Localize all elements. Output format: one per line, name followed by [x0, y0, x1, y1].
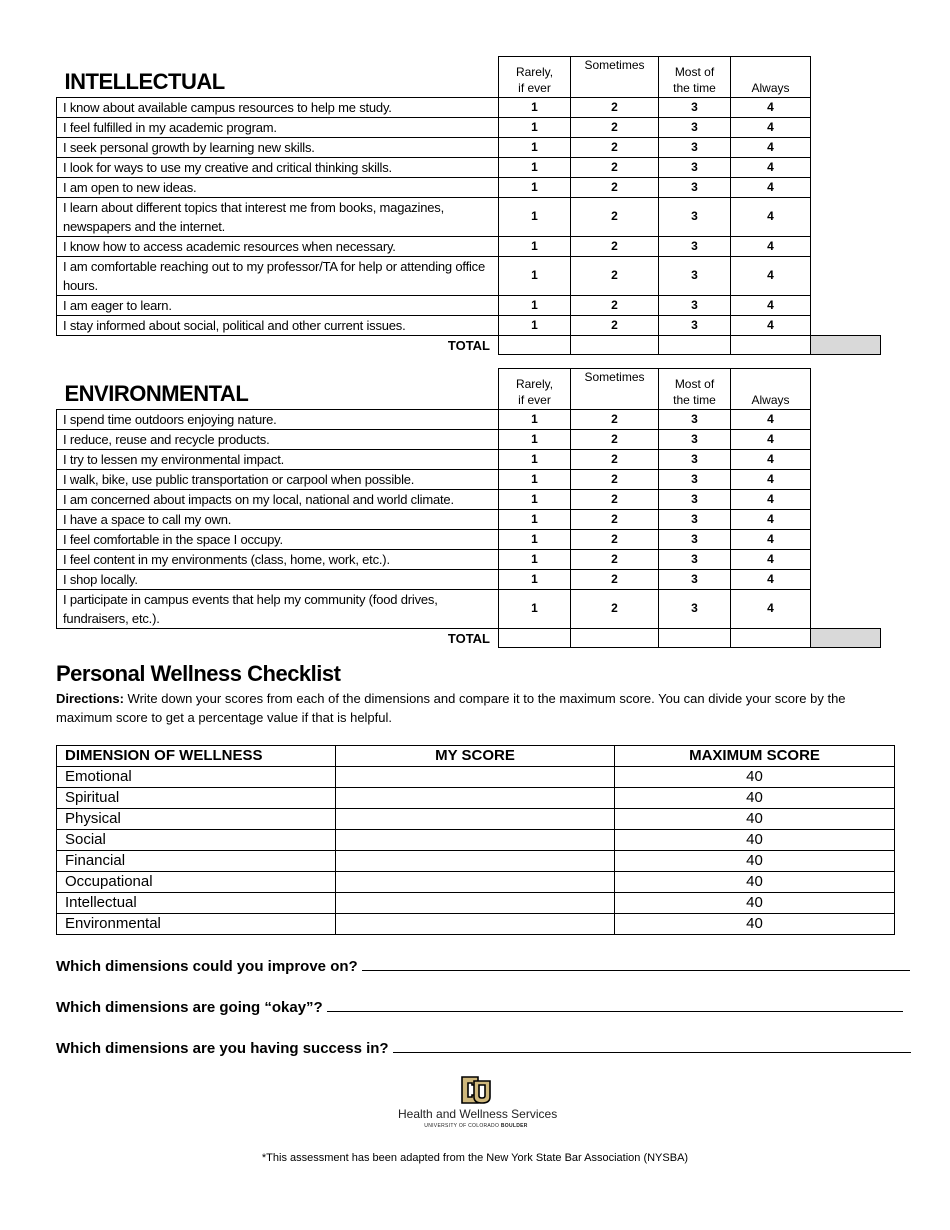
wellness-score-table	[56, 745, 895, 935]
most-of-the-time-header-text: the time	[673, 392, 716, 407]
rating-option-2[interactable]: 2	[571, 409, 659, 429]
environmental-header-row	[57, 369, 881, 410]
environmental-rarely-header	[499, 369, 571, 410]
rating-option-1[interactable]: 1	[499, 549, 571, 569]
rating-option-2[interactable]: 2	[571, 197, 659, 236]
environmental-sometimes-header	[571, 369, 659, 410]
logo-university	[398, 1123, 554, 1129]
intellectual-always-header	[731, 57, 811, 98]
statement-text: I reduce, reuse and recycle products.	[57, 429, 499, 449]
rating-option-4[interactable]: 4	[731, 315, 811, 335]
environmental-grand-total-cell[interactable]	[811, 628, 881, 648]
statement-text: I am eager to learn.	[57, 295, 499, 315]
row-spacer	[811, 489, 881, 509]
rating-option-1[interactable]: 1	[499, 137, 571, 157]
rating-option-4[interactable]: 4	[731, 529, 811, 549]
rating-option-2[interactable]: 2	[571, 469, 659, 489]
dimension-row	[57, 872, 895, 893]
rating-option-2[interactable]: 2	[571, 529, 659, 549]
dimension-row	[57, 830, 895, 851]
statement-row	[57, 256, 881, 295]
my-score-input[interactable]	[336, 851, 615, 872]
my-score-input[interactable]	[336, 893, 615, 914]
rating-option-4[interactable]: 4	[731, 256, 811, 295]
intellectual-total-input-2[interactable]	[571, 335, 659, 355]
rating-option-1[interactable]: 1	[499, 449, 571, 469]
environmental-most-of-the-time-header	[659, 369, 731, 410]
rating-option-4[interactable]: 4	[731, 409, 811, 429]
environmental-title-cell	[57, 369, 499, 410]
statement-text: I look for ways to use my creative and critical thinking skills.	[57, 157, 499, 177]
statement-row	[57, 157, 881, 177]
dimension-name: Spiritual	[57, 788, 336, 809]
rating-option-4[interactable]: 4	[731, 157, 811, 177]
statement-row	[57, 177, 881, 197]
rating-option-4[interactable]: 4	[731, 177, 811, 197]
my-score-input[interactable]	[336, 830, 615, 851]
environmental-always-header	[731, 369, 811, 410]
cu-logo-icon	[460, 1075, 492, 1105]
statement-row	[57, 449, 881, 469]
statement-row	[57, 489, 881, 509]
rating-option-1[interactable]: 1	[499, 295, 571, 315]
rating-option-2[interactable]: 2	[571, 157, 659, 177]
row-spacer	[811, 469, 881, 489]
rating-option-3[interactable]: 3	[659, 197, 731, 236]
rating-option-1[interactable]: 1	[499, 509, 571, 529]
intellectual-total-row	[57, 335, 881, 355]
statement-row	[57, 295, 881, 315]
intellectual-sometimes-header	[571, 57, 659, 98]
rating-option-1[interactable]: 1	[499, 157, 571, 177]
rating-option-3[interactable]: 3	[659, 157, 731, 177]
intellectual-grand-total-cell[interactable]	[811, 335, 881, 355]
rating-option-3[interactable]: 3	[659, 469, 731, 489]
dimension-name: Social	[57, 830, 336, 851]
row-spacer	[811, 409, 881, 429]
statement-row	[57, 97, 881, 117]
row-spacer	[811, 97, 881, 117]
rating-option-1[interactable]: 1	[499, 489, 571, 509]
most-of-the-time-header-text: Most of	[674, 376, 715, 391]
statement-row	[57, 236, 881, 256]
statement-text: I feel fulfilled in my academic program.	[57, 117, 499, 137]
statement-text: I participate in campus events that help my community (food drives, fundraisers, etc.).	[57, 589, 499, 628]
row-spacer	[811, 236, 881, 256]
row-spacer	[811, 429, 881, 449]
rating-option-1[interactable]: 1	[499, 589, 571, 628]
statement-text: I am concerned about impacts on my local, national and world climate.	[57, 489, 499, 509]
row-spacer	[811, 177, 881, 197]
rating-option-4[interactable]: 4	[731, 97, 811, 117]
intellectual-table-body	[57, 57, 881, 355]
rating-option-4[interactable]: 4	[731, 117, 811, 137]
rating-option-3[interactable]: 3	[659, 97, 731, 117]
improve-question-text: Which dimensions could you improve on?	[56, 958, 358, 975]
rating-option-3[interactable]: 3	[659, 256, 731, 295]
rating-option-2[interactable]: 2	[571, 236, 659, 256]
dimension-row	[57, 914, 895, 935]
directions-text: Write down your scores from each of the dimensions and compare it to the maximum score. You can divide your score by the maximum score to get a percentage value if that is helpful.	[56, 691, 846, 725]
maximum-score: 40	[615, 830, 895, 851]
environmental-header-spacer	[811, 369, 881, 410]
rating-option-2[interactable]: 2	[571, 97, 659, 117]
rating-option-4[interactable]: 4	[731, 589, 811, 628]
rating-option-1[interactable]: 1	[499, 256, 571, 295]
max-score-header: MAXIMUM SCORE	[615, 746, 895, 767]
rating-option-4[interactable]: 4	[731, 429, 811, 449]
logo-university-campus: BOULDER	[500, 1123, 528, 1129]
dimension-name: Physical	[57, 809, 336, 830]
environmental-total-input-1[interactable]	[499, 628, 571, 648]
row-spacer	[811, 117, 881, 137]
intellectual-total-input-4[interactable]	[731, 335, 811, 355]
rating-option-1[interactable]: 1	[499, 469, 571, 489]
maximum-score: 40	[615, 809, 895, 830]
sometimes-header-text: Sometimes	[584, 58, 645, 72]
checklist-title: Personal Wellness Checklist	[56, 661, 341, 686]
row-spacer	[811, 295, 881, 315]
my-score-input[interactable]	[336, 767, 615, 788]
intellectual-title: INTELLECTUAL	[64, 68, 225, 94]
row-spacer	[811, 449, 881, 469]
directions	[56, 689, 876, 727]
statement-text: I know how to access academic resources when necessary.	[57, 236, 499, 256]
rarely-header-text: Rarely,	[515, 376, 554, 391]
statement-text: I try to lessen my environmental impact.	[57, 449, 499, 469]
statement-row	[57, 137, 881, 157]
statement-text: I feel comfortable in the space I occupy.	[57, 529, 499, 549]
footnote: *This assessment has been adapted from the New York State Bar Association (NYSBA)	[261, 1152, 689, 1164]
statement-text: I shop locally.	[57, 569, 499, 589]
statement-text: I seek personal growth by learning new skills.	[57, 137, 499, 157]
maximum-score: 40	[615, 851, 895, 872]
rating-option-3[interactable]: 3	[659, 529, 731, 549]
statement-row	[57, 469, 881, 489]
rating-option-3[interactable]: 3	[659, 569, 731, 589]
improve-answer-line[interactable]	[362, 958, 910, 971]
statement-row	[57, 509, 881, 529]
dimension-name: Environmental	[57, 914, 336, 935]
environmental-assessment-table	[56, 368, 881, 648]
dimension-name: Occupational	[57, 872, 336, 893]
intellectual-assessment-table	[56, 56, 881, 355]
rating-option-1[interactable]: 1	[499, 177, 571, 197]
rating-option-1[interactable]: 1	[499, 429, 571, 449]
success-question-text: Which dimensions are you having success in?	[56, 1040, 389, 1057]
statement-text: I know about available campus resources to help me study.	[57, 97, 499, 117]
rarely-header-text: if ever	[518, 392, 551, 407]
intellectual-header-row	[57, 57, 881, 98]
intellectual-title-cell	[57, 57, 499, 98]
rating-option-2[interactable]: 2	[571, 117, 659, 137]
rating-option-3[interactable]: 3	[659, 489, 731, 509]
rating-option-4[interactable]: 4	[731, 197, 811, 236]
statement-row	[57, 589, 881, 628]
statement-text: I spend time outdoors enjoying nature.	[57, 409, 499, 429]
always-header-text: Always	[751, 80, 790, 95]
intellectual-rarely-header	[499, 57, 571, 98]
statement-text: I am comfortable reaching out to my professor/TA for help or attending office hours.	[57, 256, 499, 295]
rating-option-2[interactable]: 2	[571, 589, 659, 628]
dimension-name: Financial	[57, 851, 336, 872]
statement-text: I have a space to call my own.	[57, 509, 499, 529]
rating-option-3[interactable]: 3	[659, 429, 731, 449]
most-of-the-time-header-text: Most of	[674, 64, 715, 79]
rating-option-2[interactable]: 2	[571, 569, 659, 589]
dimension-row	[57, 767, 895, 788]
rating-option-2[interactable]: 2	[571, 549, 659, 569]
okay-question	[56, 999, 903, 1016]
row-spacer	[811, 549, 881, 569]
environmental-title: ENVIRONMENTAL	[64, 380, 249, 406]
statement-row	[57, 197, 881, 236]
maximum-score: 40	[615, 788, 895, 809]
statement-text: I feel content in my environments (class, home, work, etc.).	[57, 549, 499, 569]
dimension-row	[57, 893, 895, 914]
maximum-score: 40	[615, 872, 895, 893]
success-answer-line[interactable]	[393, 1040, 911, 1053]
always-header-text: Always	[751, 392, 790, 407]
dimension-name: Emotional	[57, 767, 336, 788]
statement-text: I learn about different topics that interest me from books, magazines, newspapers and the internet.	[57, 197, 499, 236]
rating-option-3[interactable]: 3	[659, 449, 731, 469]
rating-option-1[interactable]: 1	[499, 569, 571, 589]
rating-option-2[interactable]: 2	[571, 256, 659, 295]
environmental-total-row	[57, 628, 881, 648]
rating-option-1[interactable]: 1	[499, 409, 571, 429]
okay-answer-line[interactable]	[327, 999, 903, 1012]
rating-option-1[interactable]: 1	[499, 529, 571, 549]
my-score-input[interactable]	[336, 914, 615, 935]
row-spacer	[811, 137, 881, 157]
okay-question-text: Which dimensions are going “okay”?	[56, 999, 323, 1016]
statement-row	[57, 529, 881, 549]
rating-option-4[interactable]: 4	[731, 295, 811, 315]
rating-option-4[interactable]: 4	[731, 489, 811, 509]
statement-row	[57, 409, 881, 429]
rating-option-2[interactable]: 2	[571, 315, 659, 335]
rating-option-2[interactable]: 2	[571, 137, 659, 157]
environmental-total-input-3[interactable]	[659, 628, 731, 648]
intellectual-total-input-1[interactable]	[499, 335, 571, 355]
statement-row	[57, 117, 881, 137]
row-spacer	[811, 509, 881, 529]
score-header-row	[57, 746, 895, 767]
health-wellness-logo	[398, 1075, 558, 1129]
logo-service-name: Health and Wellness Services	[398, 1107, 558, 1121]
rating-option-3[interactable]: 3	[659, 177, 731, 197]
row-spacer	[811, 589, 881, 628]
statement-row	[57, 429, 881, 449]
environmental-total-label: TOTAL	[447, 630, 490, 646]
rating-option-2[interactable]: 2	[571, 449, 659, 469]
rating-option-2[interactable]: 2	[571, 489, 659, 509]
row-spacer	[811, 157, 881, 177]
rating-option-4[interactable]: 4	[731, 549, 811, 569]
rating-option-2[interactable]: 2	[571, 177, 659, 197]
rating-option-3[interactable]: 3	[659, 236, 731, 256]
rating-option-3[interactable]: 3	[659, 137, 731, 157]
rating-option-1[interactable]: 1	[499, 315, 571, 335]
row-spacer	[811, 197, 881, 236]
rating-option-3[interactable]: 3	[659, 589, 731, 628]
my-score-input[interactable]	[336, 809, 615, 830]
directions-label: Directions:	[56, 691, 124, 706]
rating-option-3[interactable]: 3	[659, 315, 731, 335]
rating-option-3[interactable]: 3	[659, 117, 731, 137]
most-of-the-time-header-text: the time	[673, 80, 716, 95]
statement-text: I am open to new ideas.	[57, 177, 499, 197]
rating-option-3[interactable]: 3	[659, 549, 731, 569]
rating-option-1[interactable]: 1	[499, 117, 571, 137]
my-score-header: MY SCORE	[336, 746, 615, 767]
dimension-header: DIMENSION OF WELLNESS	[57, 746, 336, 767]
rating-option-2[interactable]: 2	[571, 295, 659, 315]
statement-text: I stay informed about social, political and other current issues.	[57, 315, 499, 335]
intellectual-total-input-3[interactable]	[659, 335, 731, 355]
rating-option-3[interactable]: 3	[659, 295, 731, 315]
score-table-body	[57, 767, 895, 935]
rating-option-2[interactable]: 2	[571, 429, 659, 449]
maximum-score: 40	[615, 914, 895, 935]
environmental-total-input-4[interactable]	[731, 628, 811, 648]
maximum-score: 40	[615, 767, 895, 788]
intellectual-total-label: TOTAL	[447, 337, 490, 353]
environmental-total-input-2[interactable]	[571, 628, 659, 648]
row-spacer	[811, 256, 881, 295]
dimension-row	[57, 788, 895, 809]
success-question	[56, 1040, 911, 1057]
dimension-name: Intellectual	[57, 893, 336, 914]
rating-option-3[interactable]: 3	[659, 509, 731, 529]
logo-university-prefix: UNIVERSITY OF COLORADO	[424, 1123, 500, 1129]
rating-option-1[interactable]: 1	[499, 97, 571, 117]
rating-option-4[interactable]: 4	[731, 449, 811, 469]
intellectual-header-spacer	[811, 57, 881, 98]
rating-option-4[interactable]: 4	[731, 509, 811, 529]
statement-row	[57, 315, 881, 335]
rating-option-3[interactable]: 3	[659, 409, 731, 429]
rating-option-4[interactable]: 4	[731, 569, 811, 589]
statement-row	[57, 569, 881, 589]
my-score-input[interactable]	[336, 788, 615, 809]
rating-option-4[interactable]: 4	[731, 236, 811, 256]
environmental-table-body	[57, 369, 881, 648]
rarely-header-text: if ever	[518, 80, 551, 95]
row-spacer	[811, 569, 881, 589]
rating-option-4[interactable]: 4	[731, 137, 811, 157]
rating-option-4[interactable]: 4	[731, 469, 811, 489]
row-spacer	[811, 529, 881, 549]
row-spacer	[811, 315, 881, 335]
rating-option-2[interactable]: 2	[571, 509, 659, 529]
dimension-row	[57, 851, 895, 872]
dimension-row	[57, 809, 895, 830]
maximum-score: 40	[615, 893, 895, 914]
improve-question	[56, 958, 910, 975]
rating-option-1[interactable]: 1	[499, 236, 571, 256]
sometimes-header-text: Sometimes	[584, 370, 645, 384]
intellectual-most-of-the-time-header	[659, 57, 731, 98]
statement-row	[57, 549, 881, 569]
statement-text: I walk, bike, use public transportation or carpool when possible.	[57, 469, 499, 489]
rating-option-1[interactable]: 1	[499, 197, 571, 236]
my-score-input[interactable]	[336, 872, 615, 893]
rarely-header-text: Rarely,	[515, 64, 554, 79]
